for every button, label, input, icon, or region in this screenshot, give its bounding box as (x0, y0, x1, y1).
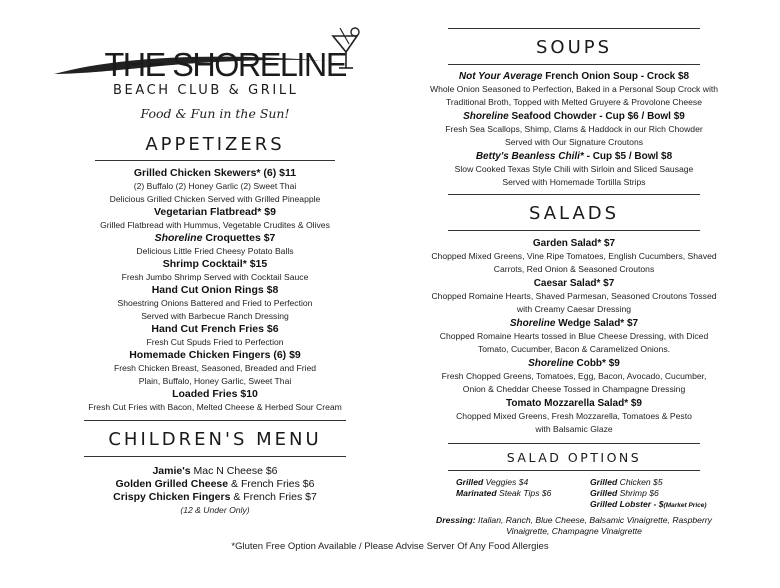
soup-item-desc: Served with Our Signature Croutons (504, 137, 644, 147)
option-left-1: Marinated Steak Tips $6 (456, 488, 552, 498)
children-bottom-rule (84, 456, 346, 457)
salad-options-title: SALAD OPTIONS (506, 450, 642, 465)
appetizer-name-text: Homemade Chicken Fingers (6) $9 (129, 349, 301, 361)
appetizer-desc: Fresh Cut Spuds Fried to Perfection (146, 337, 284, 347)
soup-item-name-text: French Onion Soup - Crock $8 (542, 71, 690, 82)
children-item-line (40, 491, 390, 504)
appetizer-name-text: Grilled Chicken Skewers* (6) $11 (133, 167, 297, 179)
appetizer-name (40, 167, 390, 180)
salad-item-name (404, 317, 744, 330)
soup-item-name-text: - Cup $5 / Bowl $8 (583, 151, 673, 162)
soup-item-desc: Fresh Sea Scallops, Shimp, Clams & Haddock in our Rich Chowder (445, 124, 703, 134)
salad-item-desc: Chopped Mixed Greens, Fresh Mozzarella, Tomatoes & Pesto (456, 411, 692, 421)
salad-item-name-text: Garden Salad* $7 (532, 238, 616, 249)
appetizer-name-italic: Shoreline (154, 232, 203, 244)
salads-title: SALADS (528, 203, 620, 224)
salad-item-name-text: Caesar Salad* $7 (533, 278, 615, 289)
logo-title: THE SHORELINE (104, 46, 346, 83)
salad-item-name-text: Wedge Salad* $7 (555, 318, 639, 329)
soup-item-prefix: Shoreline (463, 111, 509, 122)
soup-item (404, 150, 744, 189)
soup-item-desc: Whole Onion Seasoned to Perfection, Baked in a Personal Soup Crock with (429, 84, 719, 94)
appetizer-desc: Plain, Buffalo, Honey Garlic, Sweet Thai (138, 376, 292, 386)
appetizer-item (40, 258, 390, 284)
appetizers-rule (95, 160, 335, 161)
children-top-rule (84, 420, 346, 421)
appetizer-item (40, 232, 390, 258)
salad-item-name-text: Cobb* $9 (573, 358, 620, 369)
soups-top-rule (448, 28, 700, 29)
appetizer-name (40, 349, 390, 362)
soup-item-name-text: Seafood Chowder - Cup $6 / Bowl $9 (508, 111, 685, 122)
appetizer-desc: Fresh Jumbo Shrimp Served with Cocktail Sauce (121, 272, 309, 282)
appetizer-desc: Fresh Chicken Breast, Seasoned, Breaded and Fried (113, 363, 317, 373)
soups-title: SOUPS (535, 37, 613, 58)
salad-item-desc: Fresh Chopped Greens, Tomatoes, Egg, Bacon, Avocado, Cucumber, (441, 371, 707, 381)
salad-item (404, 277, 744, 316)
appetizer-name (40, 388, 390, 401)
soups-bottom-rule (448, 64, 700, 65)
salad-item-desc: Chopped Romaine Hearts tossed in Blue Cheese Dressing, with Diced (439, 331, 709, 341)
soup-item-prefix: Betty's Beanless Chili* (475, 151, 584, 162)
children-item-rest: Mac N Cheese $6 (190, 465, 278, 477)
option-left-0: Grilled Veggies $4 (456, 477, 529, 487)
appetizer-desc: Shoestring Onions Battered and Fried to Perfection (117, 298, 313, 308)
logo-subtitle: BEACH CLUB & GRILL (113, 83, 299, 98)
salad-item-desc: Tomato, Cucumber, Bacon & Caramelized Onions. (477, 344, 670, 354)
appetizer-item (40, 323, 390, 349)
options-top-rule (448, 443, 700, 444)
appetizers-title: APPETIZERS (145, 134, 285, 155)
appetizer-item (40, 349, 390, 388)
salad-item (404, 357, 744, 396)
salads-bottom-rule (448, 230, 700, 231)
soup-item-desc: Slow Cooked Texas Style Chili with Sirloin and Sliced Sausage (454, 164, 694, 174)
appetizer-item (40, 284, 390, 323)
appetizer-name-text: Loaded Fries $10 (172, 388, 258, 400)
logo (40, 22, 390, 122)
salad-item-name (404, 397, 744, 410)
appetizer-desc: Grilled Flatbread with Hummus, Vegetable Crudites & Olives (100, 220, 330, 230)
children-item-line (40, 465, 390, 478)
soup-item-name (404, 110, 744, 123)
salad-item-name (404, 357, 744, 370)
salad-item-desc: Chopped Romaine Hearts, Shaved Parmesan, Seasoned Croutons Tossed (431, 291, 717, 301)
dressing-line: Dressing: Italian, Ranch, Blue Cheese, Balsamic Vinaigrette, Raspberry Vinaigrette, Champagne Vinaigrette (436, 515, 712, 536)
salad-item-prefix: Shoreline (528, 358, 574, 369)
children-item (40, 491, 390, 504)
salad-item-prefix: Shoreline (509, 318, 556, 329)
children-item-line (40, 478, 390, 491)
salad-item-desc: with Creamy Caesar Dressing (516, 304, 632, 314)
options-bottom-rule (448, 470, 700, 471)
salad-item-desc: Carrots, Red Onion & Seasoned Croutons (493, 264, 655, 274)
salad-item-desc: Chopped Mixed Greens, Vine Ripe Tomatoes, English Cucumbers, Shaved (431, 251, 717, 261)
soup-item-prefix: Not Your Average (458, 71, 543, 82)
soup-item (404, 110, 744, 149)
children-item (40, 465, 390, 478)
salad-item-name (404, 277, 744, 290)
appetizer-item (40, 388, 390, 414)
children-item-bold: Jamie's (152, 465, 191, 477)
children-item (40, 478, 390, 491)
appetizer-desc: Delicious Little Fried Cheesy Potato Balls (136, 246, 294, 256)
right-column (404, 28, 744, 537)
children-item-rest: & French Fries $7 (230, 491, 317, 503)
salad-item (404, 237, 744, 276)
appetizer-name-text: Shrimp Cocktail* $15 (162, 258, 268, 270)
children-item-rest: & French Fries $6 (228, 478, 315, 490)
salads-list (404, 237, 744, 436)
appetizer-desc: Served with Barbecue Ranch Dressing (141, 311, 289, 321)
appetizer-name-text: Hand Cut French Fries $6 (151, 323, 279, 335)
appetizer-desc: Delicious Grilled Chicken Served with Grilled Pineapple (109, 194, 321, 204)
children-note: (12 & Under Only) (180, 505, 250, 515)
appetizer-desc: Fresh Cut Fries with Bacon, Melted Cheese & Herbed Sour Cream (88, 402, 342, 412)
children-title: CHILDREN'S MENU (108, 429, 322, 450)
soup-item-desc: Traditional Broth, Topped with Melted Gruyere & Provolone Cheese (445, 97, 703, 107)
children-item-bold: Crispy Chicken Fingers (113, 491, 231, 503)
appetizer-name (40, 284, 390, 297)
option-right-0: Grilled Chicken $5 (590, 477, 663, 487)
option-right-1: Grilled Shrimp $6 (590, 488, 659, 498)
children-item-bold: Golden Grilled Cheese (115, 478, 229, 490)
salad-item-name (404, 237, 744, 250)
footer-note: *Gluten Free Option Available / Please Advise Server Of Any Food Allergies (231, 541, 549, 552)
soup-item-desc: Served with Homemade Tortilla Strips (502, 177, 646, 187)
appetizer-name (40, 232, 390, 245)
soup-item-name (404, 70, 744, 83)
left-column (40, 22, 390, 517)
appetizer-item (40, 206, 390, 232)
soup-item (404, 70, 744, 109)
appetizer-name (40, 206, 390, 219)
salad-item-desc: Onion & Cheddar Cheese Tossed in Champagne Dressing (462, 384, 686, 394)
appetizer-name (40, 258, 390, 271)
tagline: Food & Fun in the Sun! (140, 106, 290, 121)
salad-item (404, 397, 744, 436)
salad-item-name-text: Tomato Mozzarella Salad* $9 (506, 398, 642, 409)
children-list (40, 465, 390, 504)
soups-list (404, 70, 744, 189)
appetizers-list (40, 167, 390, 414)
appetizer-desc: (2) Buffalo (2) Honey Garlic (2) Sweet Thai (133, 181, 297, 191)
salad-item (404, 317, 744, 356)
appetizer-name-text: Vegetarian Flatbread* $9 (154, 206, 276, 218)
option-right-2: Grilled Lobster - $(Market Price) (590, 499, 707, 509)
salad-item-desc: with Balsamic Glaze (535, 424, 613, 434)
salads-top-rule (448, 194, 700, 195)
appetizer-name (40, 323, 390, 336)
appetizer-item (40, 167, 390, 206)
appetizer-name-text: Croquettes $7 (202, 232, 276, 244)
soup-item-name (404, 150, 744, 163)
appetizer-name-text: Hand Cut Onion Rings $8 (151, 284, 279, 296)
salad-options-grid (404, 477, 744, 511)
